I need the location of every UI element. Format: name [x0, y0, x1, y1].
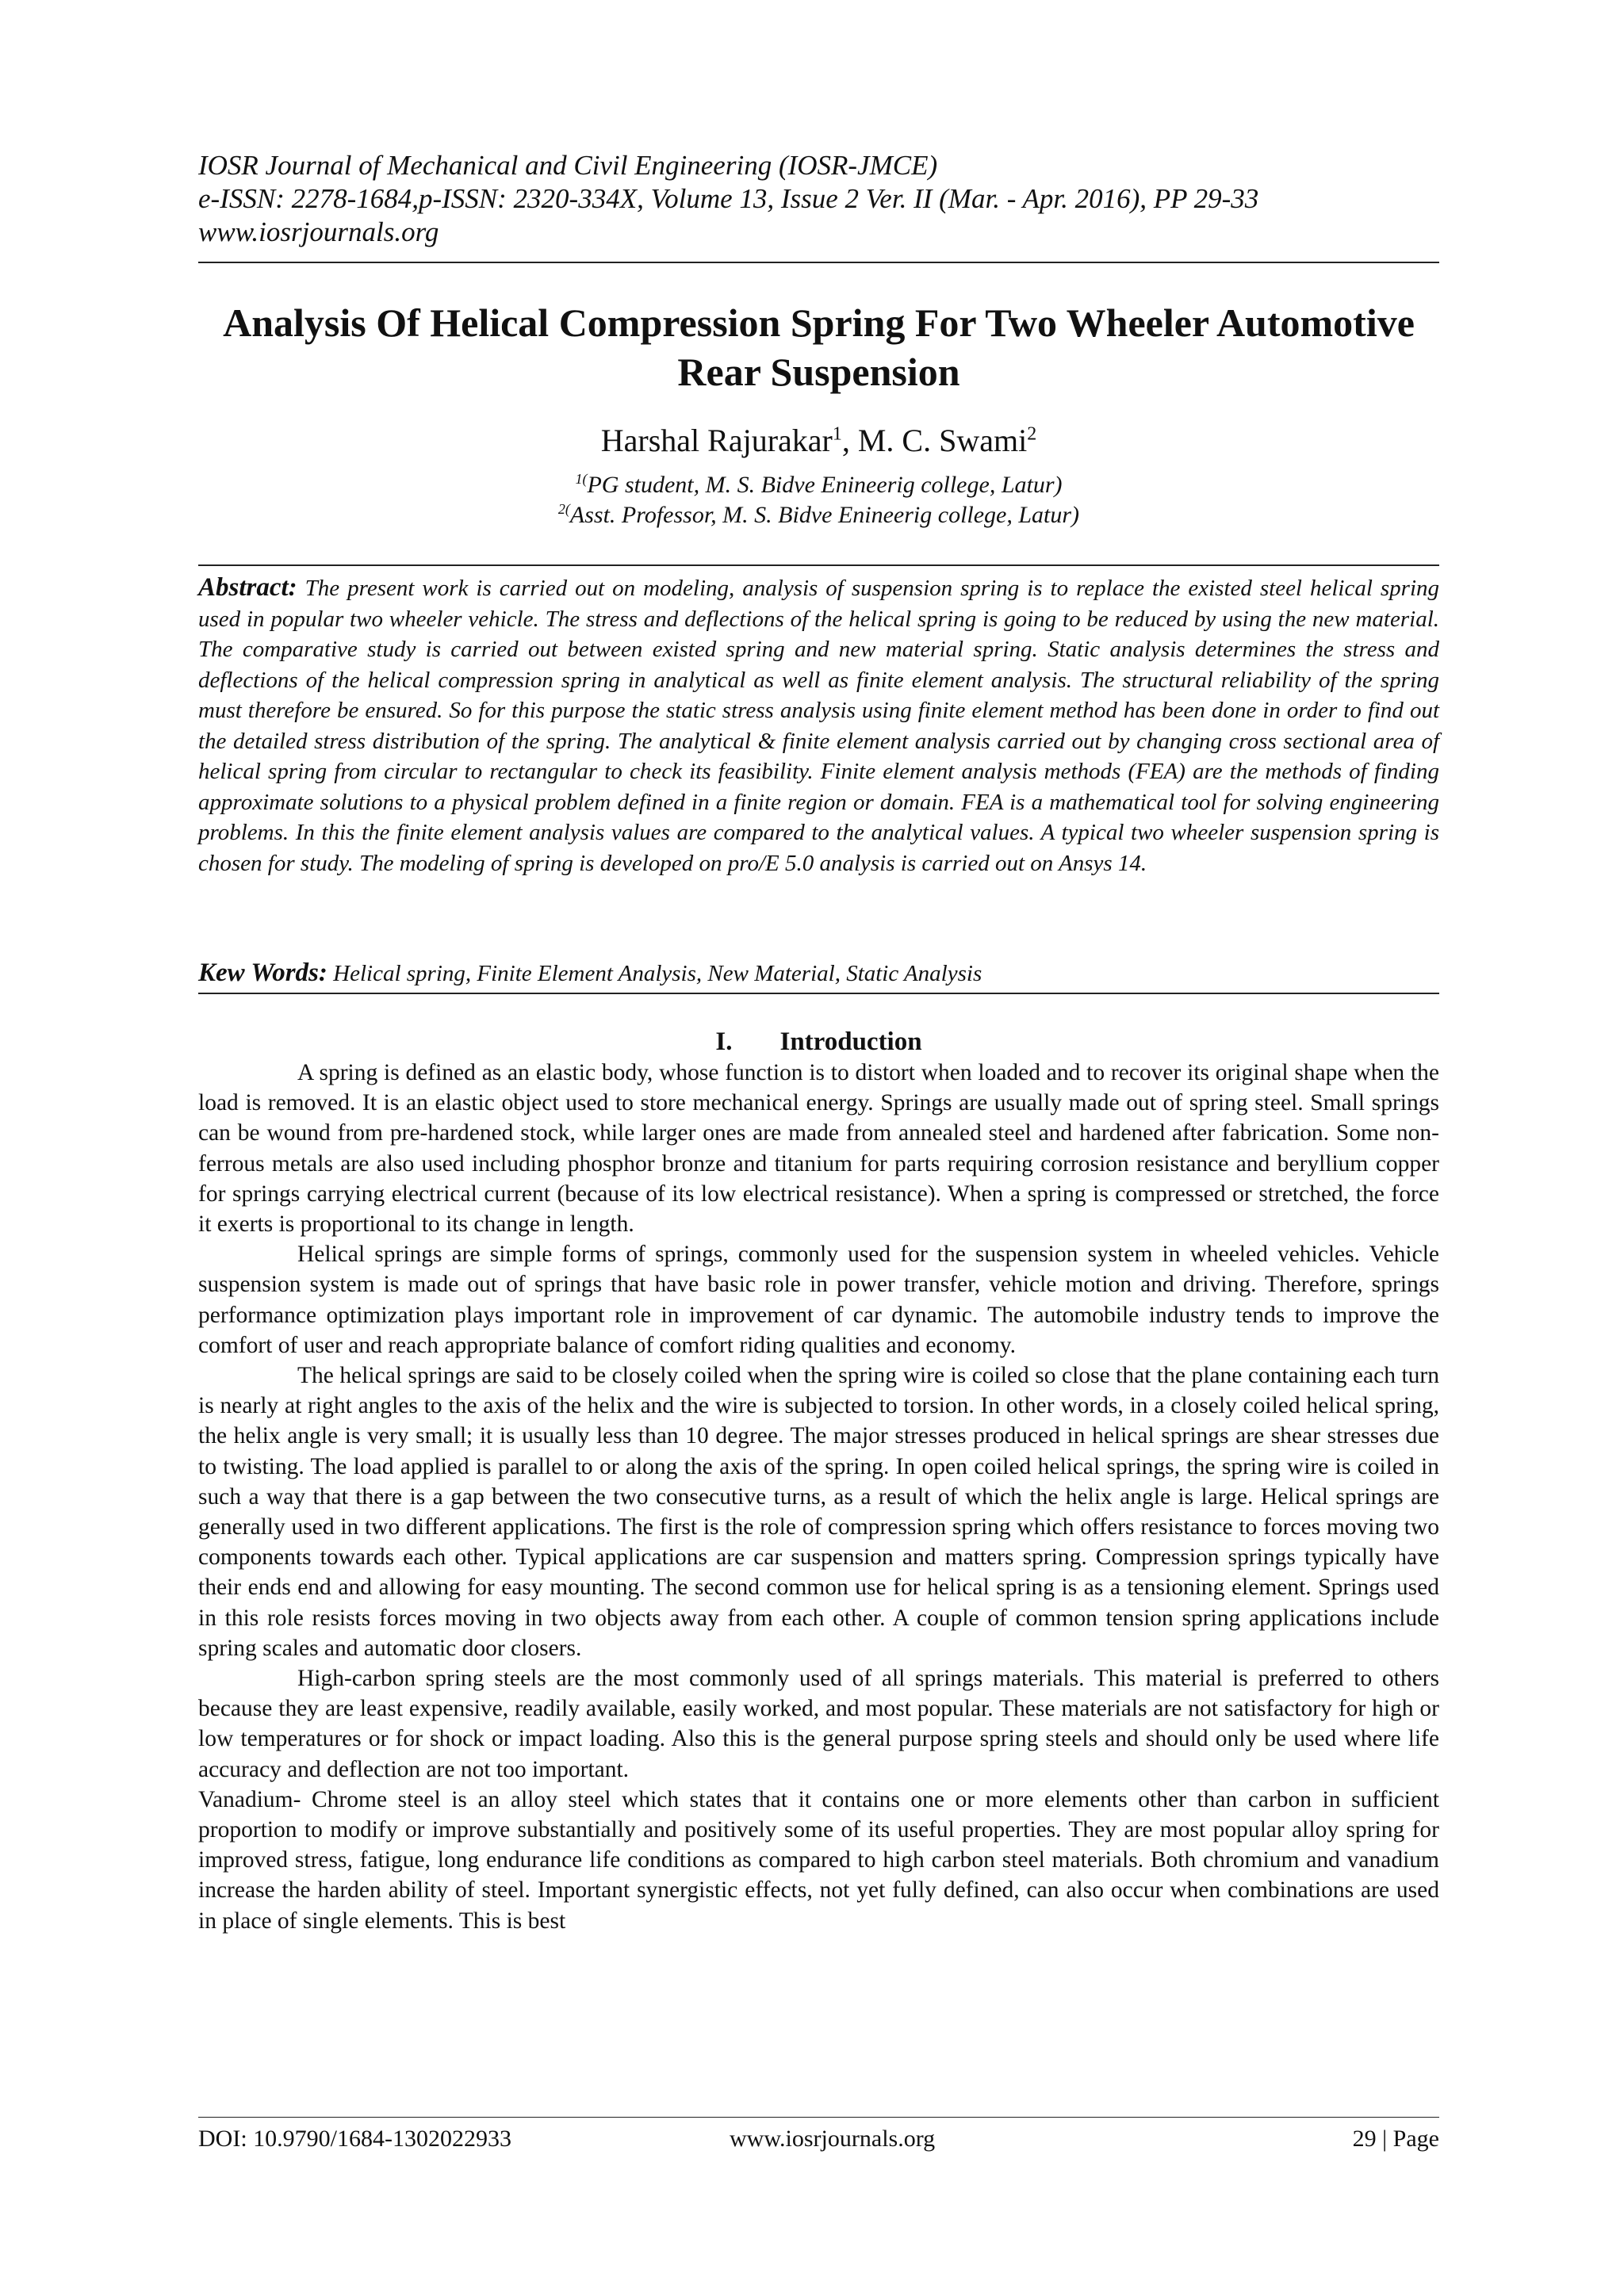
author-2: M. C. Swami — [857, 423, 1028, 458]
keywords-label: Kew Words: — [198, 959, 327, 987]
header-rule — [198, 262, 1439, 263]
affiliation-2 — [198, 501, 1439, 530]
abstract-top-rule — [198, 564, 1439, 566]
journal-issn: e-ISSN: 2278-1684,p-ISSN: 2320-334X, Volume 13, Issue 2 Ver. II (Mar. - Apr. 2016), PP 29-33 — [198, 183, 1259, 214]
paper-title: Analysis Of Helical Compression Spring For Two Wheeler Automotive Rear Suspension — [223, 300, 1415, 394]
abstract-label: Abstract: — [198, 573, 297, 602]
author-line — [198, 422, 1439, 460]
journal-name: IOSR Journal of Mechanical and Civil Engineering (IOSR-JMCE) — [198, 150, 938, 181]
journal-header — [198, 149, 1439, 249]
footer-rule — [198, 2117, 1439, 2118]
journal-website: www.iosrjournals.org — [198, 216, 439, 247]
abstract-bottom-rule — [198, 993, 1439, 994]
paragraph: A spring is defined as an elastic body, whose function is to distort when loaded and to recover its original shape when the load is removed. It is an elastic object used to store mechanical energy. Springs are usually made out of spring steel. Small springs can be wound from pre-hardened stock, while larger ones are made from annealed steel and hardened after fabrication. Some non-ferrous metals are also used including phosphor bronze and titanium for parts requiring corrosion resistance and beryllium copper for springs carrying electrical current (because of its low electrical resistance). When a spring is compressed or stretched, the force it exerts is proportional to its change in length. — [198, 1060, 1439, 1238]
section-title: Introduction — [779, 1027, 922, 1056]
author-1-sup: 1 — [832, 423, 842, 445]
keywords-text: Helical spring, Finite Element Analysis, New Material, Static Analysis — [333, 961, 982, 986]
author-2-sup: 2 — [1027, 423, 1037, 445]
affiliation-1-marker: 1( — [575, 471, 588, 487]
abstract-text: The present work is carried out on modeling, analysis of suspension spring is to replace the existed steel helical spring used in popular two wheeler vehicle. The stress and deflections of the helical spring is going to be reduced by using the new material. The comparative study is carried out between existed spring and new material spring. Static analysis determines the stress and deflections of the helical compression spring in analytical as well as finite element analysis. The structural reliability of the spring must therefore be ensured. So for this purpose the static stress analysis using finite element method has been done in order to find out the detailed stress distribution of the spring. The analytical & finite element analysis carried out by changing cross sectional area of helical spring from circular to rectangular to check its feasibility. Finite element analysis methods (FEA) are the methods of finding approximate solutions to a physical problem defined in a finite region or domain. FEA is a mathematical tool for solving engineering problems. In this the finite element analysis values are compared to the analytical values. A typical two wheeler suspension spring is chosen for study. The modeling of spring is developed on pro/E 5.0 analysis is carried out on Ansys 14. — [198, 576, 1439, 876]
footer-page-number: 29 | Page — [1352, 2126, 1439, 2152]
paragraph: The helical springs are said to be closely coiled when the spring wire is coiled so close that the plane containing each turn is nearly at right angles to the axis of the helix and the wire is subjected to torsion. In other words, in a closely coiled helical spring, the helix angle is very small; it is usually less than 10 degree. The major stresses produced in helical springs are shear stresses due to twisting. The load applied is parallel to or along the axis of the spring. In open coiled helical springs, the spring wire is coiled in such a way that there is a gap between the two consecutive turns, as a result of which the helix angle is large. Helical springs are generally used in two different applications. The first is the role of compression spring which offers resistance to forces moving two components towards each other. Typical applications are car suspension and matters spring. Compression springs typically have their ends end and allowing for easy mounting. The second common use for helical spring is as a tensioning element. Springs used in this role resists forces moving in two objects away from each other. A couple of common tension spring applications include spring scales and automatic door closers. — [198, 1363, 1439, 1661]
keywords — [198, 958, 1439, 989]
section-number: I. — [715, 1027, 733, 1056]
affiliation-2-text: Asst. Professor, M. S. Bidve Enineerig college, Latur) — [569, 502, 1080, 528]
author-1: Harshal Rajurakar — [600, 423, 833, 458]
abstract — [198, 572, 1439, 878]
body-text — [198, 1058, 1439, 1936]
section-heading — [198, 1026, 1439, 1058]
paragraph: Vanadium- Chrome steel is an alloy steel which states that it contains one or more elements other than carbon in sufficient proportion to modify or improve substantially and positively some of its useful properties. They are most popular alloy spring for improved stress, fatigue, long endurance life conditions as compared to high carbon steel materials. Both chromium and vanadium increase the harden ability of steel. Important synergistic effects, not yet fully defined, can also occur when combinations are used in place of single elements. This is best — [198, 1786, 1439, 1934]
affiliation-2-marker: 2( — [557, 501, 570, 517]
paragraph: High-carbon spring steels are the most commonly used of all springs materials. This material is preferred to others because they are least expensive, readily available, easily worked, and most popular. These materials are not satisfactory for high or low temperatures or for shock or impact loading. Also this is the general purpose spring steels and should only be used where life accuracy and deflection are not too important. — [198, 1666, 1439, 1782]
paragraph: Helical springs are simple forms of springs, commonly used for the suspension system in wheeled vehicles. Vehicle suspension system is made out of springs that have basic role in power transfer, vehicle motion and driving. Therefore, springs performance optimization plays important role in improvement of car dynamic. The automobile industry tends to improve the comfort of user and reach appropriate balance of comfort riding qualities and economy. — [198, 1242, 1439, 1358]
author-separator: , — [841, 423, 858, 458]
affiliation-1 — [198, 471, 1439, 499]
affiliation-1-text: PG student, M. S. Bidve Enineerig college, Latur) — [587, 472, 1063, 498]
footer-website: www.iosrjournals.org — [730, 2126, 936, 2152]
footer-doi: DOI: 10.9790/1684-1302022933 — [198, 2126, 511, 2152]
